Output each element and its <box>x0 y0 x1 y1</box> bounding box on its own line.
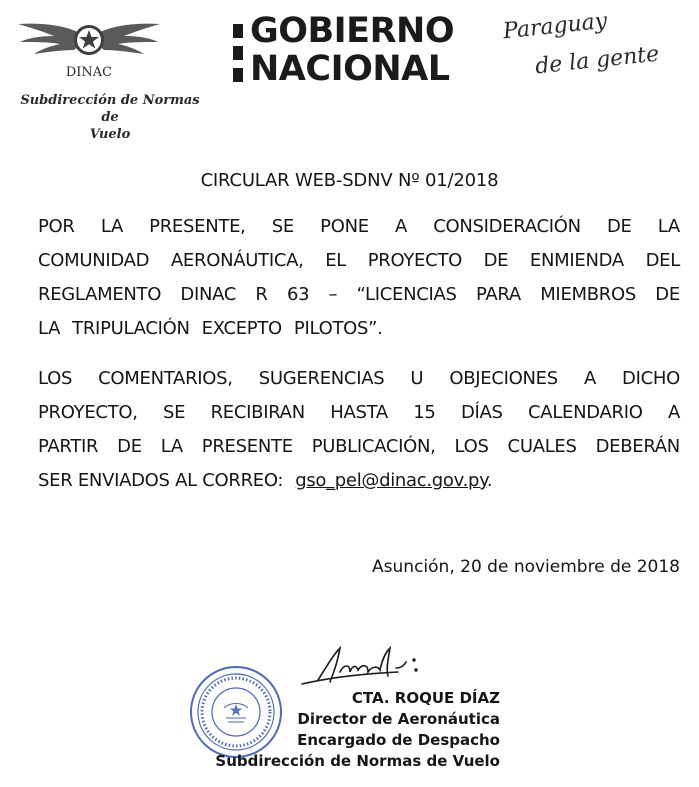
paragraph-word: PARTIR <box>38 436 99 457</box>
paragraph-word: LA <box>38 318 61 339</box>
dinac-acronym: DINAC <box>65 65 113 80</box>
paragraph-word: TRIPULACIÓN <box>72 318 190 339</box>
paragraph-word: LA <box>657 216 680 237</box>
paragraph-word: 63 <box>286 284 310 305</box>
paragraph-word: DÍAS <box>460 402 503 423</box>
email-suffix: . <box>486 470 493 491</box>
paragraph-line <box>38 312 680 346</box>
paragraph-word: DEL <box>645 250 680 271</box>
paragraph-word: DE <box>483 250 509 271</box>
paragraph-word: LOS <box>454 436 489 457</box>
paragraph-word: EXCEPTO <box>201 318 282 339</box>
gobierno-line-2: NACIONAL <box>250 49 450 89</box>
paragraph-line <box>38 244 680 278</box>
paragraph-word: A <box>667 402 680 423</box>
signatory-office: Subdirección de Normas de Vuelo <box>215 752 500 770</box>
paragraph-line <box>38 396 680 430</box>
paragraph-line <box>38 278 680 312</box>
brand-line-2: de la gente <box>533 41 661 80</box>
paragraph-line <box>38 210 680 244</box>
paragraph-word: DEBERÁN <box>595 436 680 457</box>
paragraph-word: – <box>328 284 338 305</box>
paragraph-word: ENMIENDA <box>529 250 624 271</box>
paragraph-word: PUBLICACIÓN, <box>311 436 436 457</box>
gobierno-line-1: GOBIERNO <box>250 11 455 51</box>
date-line: Asunción, 20 de noviembre de 2018 <box>372 557 680 577</box>
winged-star-emblem-icon <box>18 24 160 55</box>
signatory-position: Director de Aeronáutica <box>297 710 500 728</box>
paragraph-word: COMENTARIOS, <box>98 368 233 389</box>
paragraph-word: LA <box>100 216 123 237</box>
paragraph-word: LA <box>160 436 183 457</box>
paragraph-word: OBJECIONES <box>449 368 558 389</box>
paragraph-word: DE <box>655 284 680 305</box>
signatory-block <box>200 688 500 772</box>
paragraph-word: DE <box>117 436 142 457</box>
paragraph-word: PARA <box>475 284 521 305</box>
paragraph-line <box>38 362 680 396</box>
paragraph-line <box>38 464 680 498</box>
dinac-subdirection-label: Subdirección de Normas de Vuelo <box>20 93 200 142</box>
paragraph-word: A <box>583 368 596 389</box>
paragraph-word: PILOTOS”. <box>293 318 383 339</box>
paragraph-word: POR <box>38 216 75 237</box>
email-wrapper <box>295 464 492 498</box>
paragraph-word: CONSIDERACIÓN <box>433 216 581 237</box>
paragraph-word: AERONÁUTICA, <box>170 250 304 271</box>
paragraph-word: A <box>395 216 408 237</box>
paragraph-word: SE <box>163 402 186 423</box>
signatory-name: CTA. ROQUE DÍAZ <box>351 689 500 707</box>
signatory-role: Encargado de Despacho <box>297 731 500 749</box>
dinac-logo <box>14 8 164 80</box>
paragraph-word: DICHO <box>622 368 680 389</box>
paragraph-word: CALENDARIO <box>528 402 643 423</box>
paragraph-word: HASTA <box>330 402 388 423</box>
paragraph-word: PONE <box>320 216 369 237</box>
email-link[interactable]: gso_pel@dinac.gov.py <box>295 470 487 491</box>
paragraph-word: REGLAMENTO <box>38 284 162 305</box>
circular-title: CIRCULAR WEB-SDNV Nº 01/2018 <box>200 170 499 191</box>
paragraph-word: PRESENTE <box>201 436 293 457</box>
paragraph-word: EL <box>325 250 347 271</box>
brand-line-1: Paraguay <box>501 8 609 45</box>
paragraph-word: 15 <box>413 402 436 423</box>
paragraph-word: COMUNIDAD <box>38 250 150 271</box>
paragraph-1 <box>38 210 680 346</box>
email-prefix: SER ENVIADOS AL CORREO: <box>38 470 284 491</box>
paragraph-word: LOS <box>38 368 73 389</box>
paragraph-word: R <box>255 284 268 305</box>
paragraph-word: U <box>410 368 424 389</box>
paragraph-2 <box>38 362 680 498</box>
paragraph-word: CUALES <box>507 436 577 457</box>
paragraph-word: MIEMBROS <box>540 284 636 305</box>
paragraph-word: RECIBIRAN <box>210 402 305 423</box>
paragraph-word: SUGERENCIAS <box>258 368 385 389</box>
paragraph-word: SE <box>271 216 294 237</box>
paragraph-word: PROYECTO, <box>38 402 138 423</box>
paragraph-line <box>38 430 680 464</box>
paragraph-word: DE <box>606 216 632 237</box>
paragraph-word: PROYECTO <box>367 250 462 271</box>
paragraph-word: DINAC <box>180 284 237 305</box>
handwritten-signature-icon <box>288 638 438 694</box>
gobierno-bars-icon <box>233 22 243 84</box>
paragraph-word: “LICENCIAS <box>356 284 457 305</box>
paragraph-word: PRESENTE, <box>149 216 246 237</box>
